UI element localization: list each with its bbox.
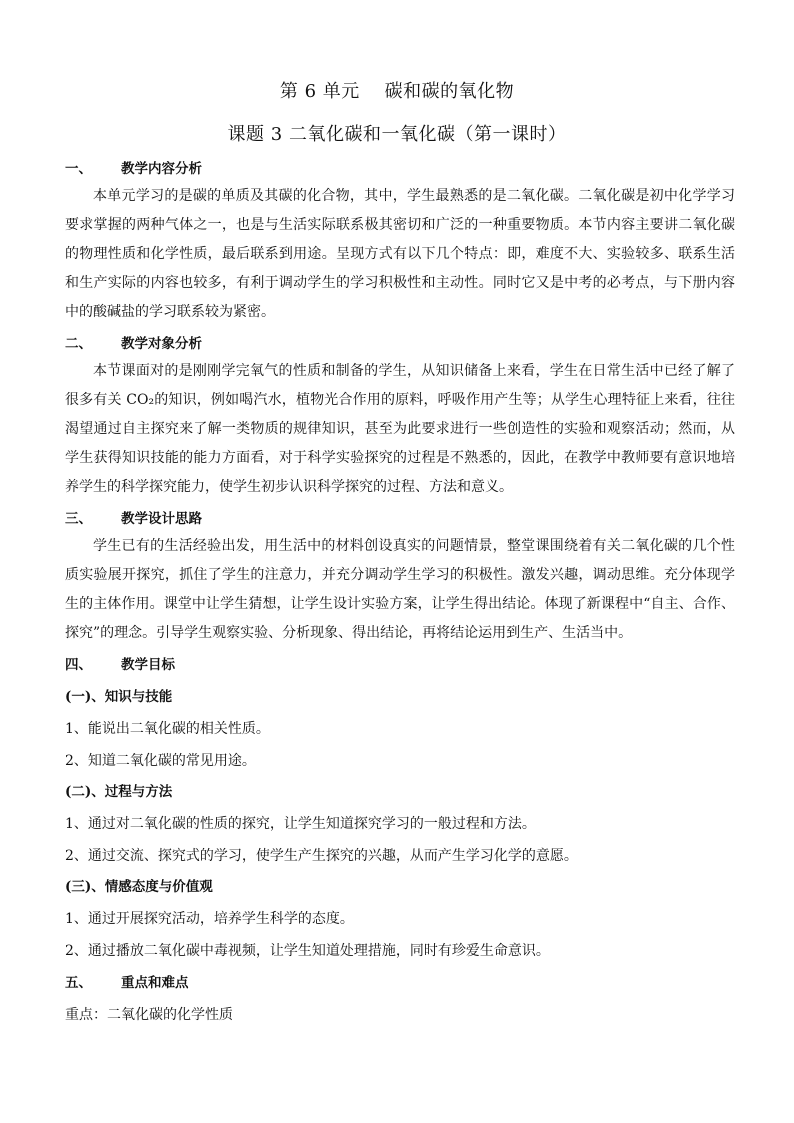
section-2-number: 二、 xyxy=(65,336,92,352)
section-1-heading xyxy=(65,156,735,182)
section-3-number: 三、 xyxy=(65,511,92,527)
section-4-title: 教学目标 xyxy=(121,657,175,673)
lesson-title: 课题 3 二氧化碳和一氧化碳（第一课时） xyxy=(227,124,567,145)
section-2-title: 教学对象分析 xyxy=(121,336,202,352)
section-4-number: 四、 xyxy=(65,657,92,673)
list-item: 1、通过开展探究活动，培养学生科学的态度。 xyxy=(65,911,354,927)
section-4-heading xyxy=(65,652,735,678)
section-5-heading xyxy=(65,967,735,999)
section-1-title: 教学内容分析 xyxy=(121,161,202,177)
key-point-text: 重点：二氧化碳的化学性质 xyxy=(65,1007,233,1023)
section-2-heading xyxy=(65,331,735,357)
list-item: 2、知道二氧化碳的常见用途。 xyxy=(65,753,256,769)
section-2-paragraph: 本节课面对的是刚刚学完氧气的性质和制备的学生，从知识储备上来看，学生在日常生活中已经了解了很多有关 CO₂的知识，例如喝汽水，植物光合作用的原料，呼吸作用产生等；从学生心理特征上来看，往往渴望通过自主探究来了解一类物质的规律知识，甚至为此要求进行一些创造性的实验和观察活动；然而，从学生获得知识技能的能力方面看，对于科学实验探究的过程是不熟悉的，因此，在教学中教师要有意识地培养学生的科学探究能力，使学生初步认识科学探究的过程、方法和意义。 xyxy=(65,363,735,495)
section-3-heading xyxy=(65,506,735,532)
section-1-paragraph: 本单元学习的是碳的单质及其碳的化合物，其中，学生最熟悉的是二氧化碳。二氧化碳是初中化学学习要求掌握的两种气体之一，也是与生活实际联系极其密切和广泛的一种重要物质。本节内容主要讲二氧化碳的物理性质和化学性质，最后联系到用途。呈现方式有以下几个特点：即，难度不大、实验较多、联系生活和生产实际的内容也较多，有利于调动学生的学习积极性和主动性。同时它又是中考的必考点，与下册内容中的酸碱盐的学习联系较为紧密。 xyxy=(65,188,735,320)
section-5-number: 五、 xyxy=(65,975,92,991)
section-3-title: 教学设计思路 xyxy=(121,511,202,527)
section-5-title: 重点和难点 xyxy=(121,975,189,991)
subsection-attitude-title: (三)、情感态度与价值观 xyxy=(65,879,213,895)
subsection-process-title: (二)、过程与方法 xyxy=(65,784,173,800)
list-item: 2、通过播放二氧化碳中毒视频，让学生知道处理措施，同时有珍爱生命意识。 xyxy=(65,943,550,959)
list-item: 2、通过交流、探究式的学习，使学生产生探究的兴趣，从而产生学习化学的意愿。 xyxy=(65,848,578,864)
subsection-knowledge-title: (一)、知识与技能 xyxy=(65,689,173,705)
list-item: 1、能说出二氧化碳的相关性质。 xyxy=(65,721,270,737)
list-item: 1、通过对二氧化碳的性质的探究，让学生知道探究学习的一般过程和方法。 xyxy=(65,816,536,832)
unit-title: 第 6 单元 碳和碳的氧化物 xyxy=(279,81,515,102)
section-1-number: 一、 xyxy=(65,161,92,177)
document-body xyxy=(65,156,735,1031)
section-3-paragraph: 学生已有的生活经验出发，用生活中的材料创设真实的问题情景，整堂课围绕着有关二氧化碳的几个性质实验展开探究，抓住了学生的注意力，并充分调动学生学习的积极性。激发兴趣，调动思维。充分体现学生的主体作用。课堂中让学生猜想，让学生设计实验方案，让学生得出结论。体现了新课程中“自主、合作、探究”的理念。引导学生观察实验、分析现象、得出结论，再将结论运用到生产、生活当中。 xyxy=(65,538,735,641)
